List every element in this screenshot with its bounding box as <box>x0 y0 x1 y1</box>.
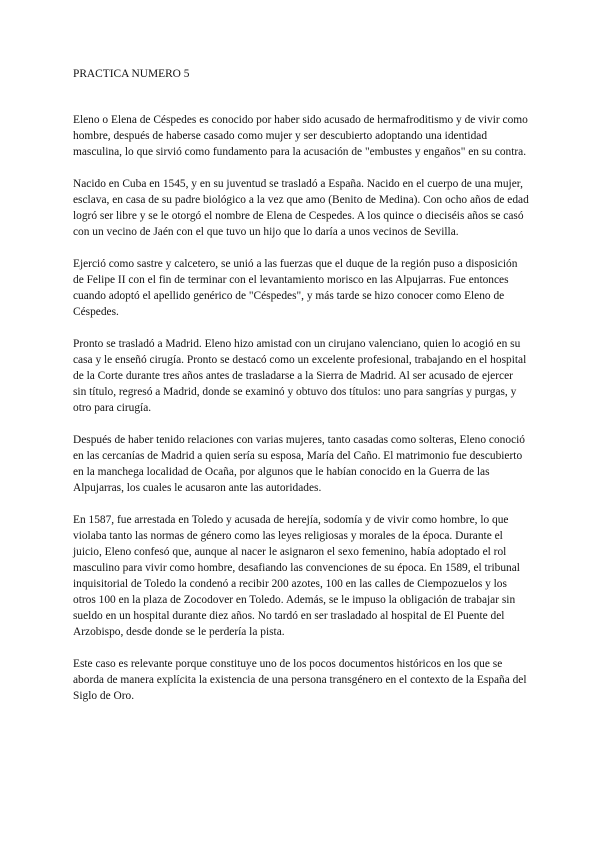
paragraph-relevance: Este caso es relevante porque constituye uno de los pocos documentos históricos en los que se aborda de manera explícita la existencia de una persona transgénero en el contexto de la España del Siglo de Oro. <box>73 658 527 702</box>
paragraph-birth: Nacido en Cuba en 1545, y en su juventud se trasladó a España. Nacido en el cuerpo de una mujer, esclava, en casa de su padre biológico a la vez que amo (Benito de Medina). Con ocho años de edad logró ser libre y se le otorgó el nombre de Elena de Cespedes. A los quince o dieciséis años se casó con un vecino de Jaén con el que tuvo un hijo que lo daría a unos vecinos de Sevilla. <box>73 178 529 238</box>
paragraph-marriage: Después de haber tenido relaciones con varias mujeres, tanto casadas como solteras, Eleno conoció en las cercanías de Madrid a quien sería su esposa, María del Caño. El matrimonio fue descubierto en la manchega localidad de Ocaña, por algunos que le habían conocido en la Guerra de las Alpujarras, los cuales le acusaron ante las autoridades. <box>73 434 525 494</box>
document-body <box>73 66 529 720</box>
paragraph-trial: En 1587, fue arrestada en Toledo y acusada de herejía, sodomía y de vivir como hombre, lo que violaba tanto las normas de género como las leyes religiosas y morales de la época. Durante el juicio, Eleno confesó que, aunque al nacer le asignaron el sexo femenino, había adoptado el rol masculino para vivir como hombre, desafiando las convenciones de su época. En 1589, el tribunal inquisitorial de Toledo la condenó a recibir 200 azotes, 100 en las calles de Ciempozuelos y los otros 100 en la plaza de Zocodover en Toledo. Además, se le impuso la obligación de trabajar sin sueldo en un hospital durante diez años. No tardó en ser trasladado al hospital de El Puente del Arzobispo, desde donde se le perdería la pista. <box>73 514 520 638</box>
paragraph-intro: Eleno o Elena de Céspedes es conocido por haber sido acusado de hermafroditismo y de vivir como hombre, después de haberse casado como mujer y ser descubierto adoptando una identidad masculina, lo que sirvió como fundamento para la acusación de "embustes y engaños" en su contra. <box>73 114 528 158</box>
paragraph-surgery: Pronto se trasladó a Madrid. Eleno hizo amistad con un cirujano valenciano, quien lo acogió en su casa y le enseñó cirugía. Pronto se destacó como un excelente profesional, trabajando en el hospital de la Corte durante tres años antes de trasladarse a la Sierra de Madrid. Al ser acusado de ejercer sin título, regresó a Madrid, donde se examinó y obtuvo dos títulos: uno para sangrías y purgas, y otro para cirugía. <box>73 338 527 414</box>
paragraph-military: Ejerció como sastre y calcetero, se unió a las fuerzas que el duque de la región puso a disposición de Felipe II con el fin de terminar con el levantamiento morisco en las Alpujarras. Fue entonces cuando adoptó el apellido genérico de "Céspedes", y más tarde se hizo conocer como Eleno de Céspedes. <box>73 258 518 318</box>
document-title: PRACTICA NUMERO 5 <box>73 68 190 80</box>
